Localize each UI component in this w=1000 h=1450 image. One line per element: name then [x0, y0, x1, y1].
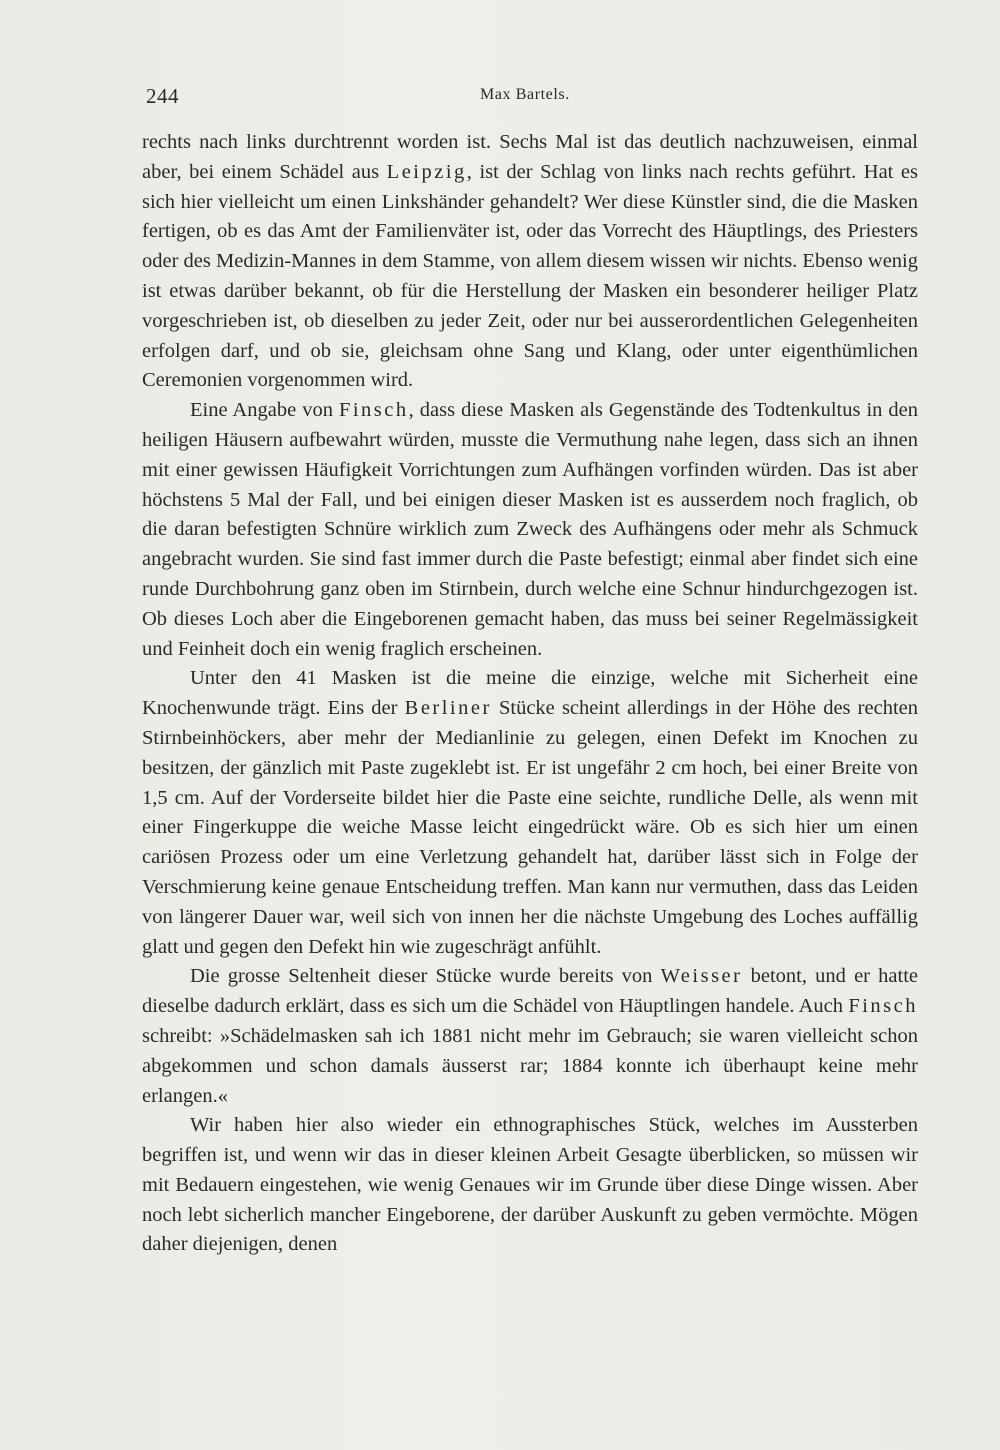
paragraph	[142, 664, 918, 962]
text-segment: schreibt: »Schädelmasken sah ich 1881 nicht mehr im Gebrauch; sie waren vielleicht schon abgekommen und schon damals äusserst rar; 1884 konnte ich überhaupt keine mehr erlangen.«	[142, 1024, 918, 1107]
text-segment: , dass diese Masken als Gegenstände des Todtenkultus in den heiligen Häusern aufbewahrt würden, musste die Vermuthung nahe legen, dass sich an ihnen mit einer gewissen Häufigkeit Vorrichtungen zum Aufhängen vorfinden würden. Das ist aber höchstens 5 Mal der Fall, und bei einigen dieser Masken ist es ausserdem noch fraglich, ob die daran befestigten Schnüre wirklich zum Zweck des Aufhängens oder mehr als Schmuck angebracht wurden. Sie sind fast immer durch die Paste befestigt; einmal aber findet sich eine runde Durchbohrung ganz oben im Stirnbein, durch welche eine Schnur hindurchgezogen ist. Ob dieses Loch aber die Eingeborenen gemacht haben, das muss bei seiner Regelmässigkeit und Feinheit doch ein wenig fraglich erscheinen.	[142, 399, 918, 660]
text-segment: Die grosse Seltenheit dieser Stücke wurde bereits von	[190, 965, 661, 988]
paragraph	[142, 396, 918, 664]
body-text	[142, 128, 918, 1260]
paragraph	[142, 962, 918, 1111]
spaced-name: Berliner	[404, 697, 492, 720]
text-segment: rechts nach links durchtrennt worden ist. Sechs Mal ist das deutlich nachzuweisen, einmal aber, bei einem Schädel aus	[142, 131, 918, 183]
running-head: Max Bartels.	[480, 86, 570, 103]
page-number: 244	[146, 84, 179, 108]
spaced-name: Weisser	[660, 965, 743, 988]
text-segment: Unter den 41 Masken ist die meine die einzige, welche mit Sicherheit eine Knochenwunde trägt. Eins der	[142, 667, 918, 720]
spaced-name: Leipzig	[386, 160, 467, 183]
paragraph	[142, 1111, 918, 1260]
paragraph	[142, 128, 918, 396]
text-segment: Stücke scheint allerdings in der Höhe des rechten Stirnbeinhöckers, aber mehr der Medianlinie zu gelegen, einen Defekt im Knochen zu besitzen, der gänzlich mit Paste zugeklebt ist. Er ist ungefähr 2 cm hoch, bei einer Breite von 1,5 cm. Auf der Vorderseite bildet hier die Paste eine seichte, rundliche Delle, als wenn mit einer Fingerkuppe die weiche Masse leicht eingedrückt wäre. Ob es sich hier um einen cariösen Prozess oder um eine Verletzung gehandelt hat, darüber lässt sich in Folge der Verschmierung keine genaue Entscheidung treffen. Man kann nur vermuthen, dass das Leiden von längerer Dauer war, weil sich von innen her die nächste Umgebung des Loches auffällig glatt und gegen den Defekt hin wie zugeschrägt anfühlt.	[142, 697, 919, 958]
text-segment: , ist der Schlag von links nach rechts geführt. Hat es sich hier vielleicht um einen Linkshänder gehandelt? Wer diese Künstler sind, die die Masken fertigen, ob es das Amt der Familienväter ist, oder das Vorrecht des Häuptlings, des Priesters oder des Medizin-Mannes in dem Stamme, von allem diesem wissen wir nichts. Ebenso wenig ist etwas darüber bekannt, ob für die Herstellung der Masken ein besonderer heiliger Platz vorgeschrieben ist, ob dieselben zu jeder Zeit, oder nur bei ausserordentlichen Gelegenheiten erfolgen darf, und ob sie, gleichsam ohne Sang und Klang, oder unter eigenthümlichen Ceremonien vorgenommen wird.	[142, 160, 918, 392]
spaced-name: Finsch	[848, 995, 918, 1018]
text-segment: Eine Angabe von	[190, 399, 339, 422]
text-segment: Wir haben hier also wieder ein ethnographisches Stück, welches im Aussterben begriffen ist, und wenn wir das in dieser kleinen Arbeit Gesagte überblicken, so müssen wir mit Bedauern eingestehen, wie wenig Genaues wir im Grunde über diese Dinge wissen. Aber noch lebt sicherlich mancher Eingeborene, der darüber Auskunft zu geben vermöchte. Mögen daher diejenigen, denen	[142, 1114, 918, 1256]
text-segment: betont, und er hatte dieselbe dadurch erklärt, dass es sich um die Schädel von Häuptlingen handele. Auch	[142, 965, 918, 1018]
spaced-name: Finsch	[338, 399, 409, 422]
page-header	[0, 84, 1000, 108]
